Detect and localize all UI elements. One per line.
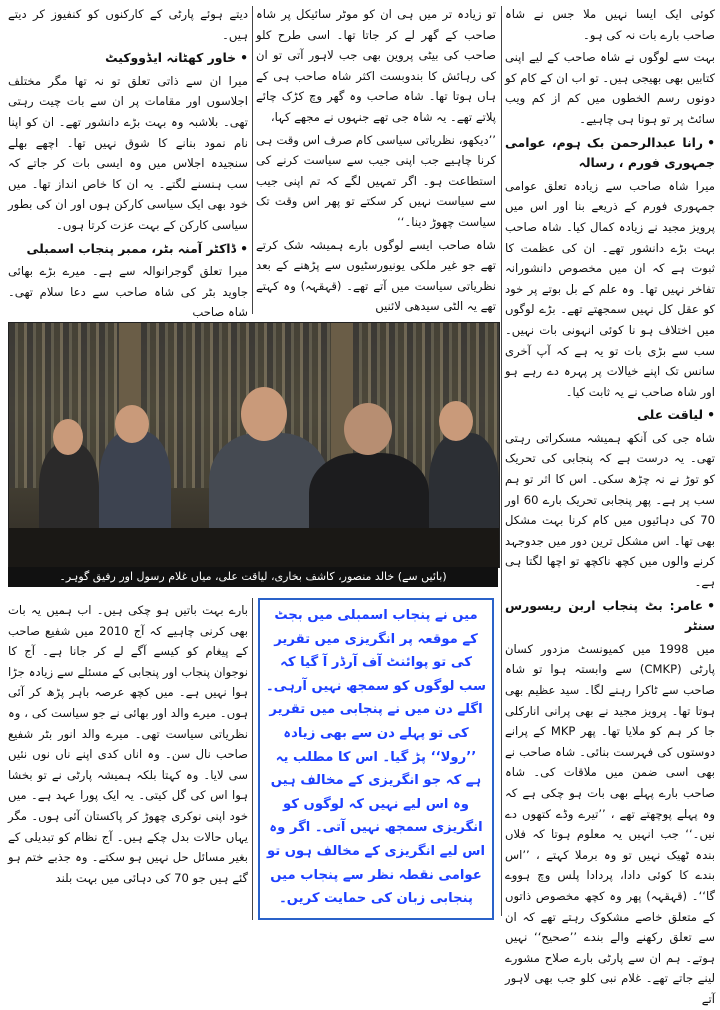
person-head (344, 403, 392, 455)
column-divider (252, 6, 253, 314)
person-head (115, 405, 149, 443)
bullet: • (707, 134, 715, 150)
paragraph: میرا تعلق گوجرانوالہ سے ہے۔ میرے بڑے بھائی جاوید بٹر کی شاہ صاحب سے دعا سلام تھی۔ شاہ صاحب (8, 264, 248, 320)
article-column-bottom-left (8, 600, 248, 920)
section-heading (505, 405, 715, 426)
paragraph: کوئی ایک ایسا نہیں ملا جس نے شاہ صاحب بارے بات نہ کی ہو۔ (505, 7, 715, 42)
article-column-middle (256, 4, 496, 316)
heading-text: رانا عبدالرحمن بک ہوم، عوامی جمہوری فورم ، رسالہ (505, 134, 715, 171)
heading-text: عامر: بٹ پنجاب اربن ریسورس سنٹر (505, 597, 715, 634)
paragraph: میں 1998 میں کمیونسٹ مزدور کسان پارٹی (CMKP) سے وابستہ ہوا تو شاہ صاحب سے ٹاکرا رہنے لگا۔ سید عظیم بھی ہوتا تھا۔ پرویز مجید نے بھی پرانی انارکلی جا کر ہم کو ملایا تھا۔ پھر MKP کے پرانے دوستوں کی فہرست بنائی۔ شاہ صاحب نے بھی اسی ضمن میں ملاقات کی۔ شاہ صاحب بارے پہلے بھی بات ہو چکی ہے کہ وہ پہلے پوچھتے تھے ، ’’تیرے وڈے کتھوں دے نیں۔‘‘ جب انہیں یہ معلوم ہوتا کہ فلاں بندہ ٹھیک نہیں تو وہ برملا کہتے ، ’’اس بندے کا کوئی دادا، پردادا پلس وچ ہووے گا‘‘۔ (قہقہہ) پھر وہ کچھ مخصوص ذاتوں کے متعلق خاصے مشکوک رہتے تھے کہ ان سے تعلق رکھنے والے بندے ’’صحیح‘‘ نہیں ہوتے۔ ہم ان سے پارٹی بارے صلاح مشورے لینے جاتے تھے۔ غلام نبی کلو جب بھی لاہور آتے (505, 641, 715, 1006)
person-head (439, 401, 473, 441)
paragraph: تو زیادہ تر میں ہی ان کو موٹر سائیکل پر شاہ صاحب کے گھر لے کر جاتا تھا۔ اسی طرح کلو صاحب کی بیٹی پروین بھی جب لاہور آتی تو ان کی رہائش کا بندوبست اکثر شاہ صاحب ہی کے ہاں ہوتا تھا۔ شاہ صاحب وہ گھر وچ کڑک چائے پلاتے تھے۔ یہ شاہ جی تھے جنہوں نے مجھے کہا، (256, 7, 496, 124)
person-head (241, 387, 287, 441)
person-head (53, 419, 83, 455)
column-divider (501, 6, 502, 916)
column-divider (252, 598, 253, 920)
bullet: • (240, 50, 248, 66)
heading-text: ڈاکٹر آمنہ بٹر، ممبر پنجاب اسمبلی (26, 240, 237, 256)
photo-caption: (بائیں سے) خالد منصور، کاشف بخاری، لیاقت علی، میاں غلام رسول اور رفیق گوہر۔ (8, 567, 498, 587)
section-heading (505, 133, 715, 174)
paragraph: میرا ان سے ذاتی تعلق تو نہ تھا مگر مختلف اجلاسوں اور مقامات پر ان سے بات چیت رہتی تھی۔ بلاشبہ وہ بہت بڑے دانشور تھے۔ ان کو اپنا نام نمود بنانے کا شوق نہیں تھا۔ اچھے بھلے سنجیدہ اجلاس میں وہ ایسی بات کر جاتے کہ سب ہنسنے لگتے۔ یہ ان کا خاص انداز تھا۔ میں خود بھی ایک سیاسی کارکن ہوں اور ان کی بطور سیاسی کارکن کے بہت عزت کرتا ہوں۔ (8, 73, 248, 232)
quote-paragraph: ’’دیکھو، نظریاتی سیاسی کام صرف اس وقت ہی کرنا چاہیے جب اپنی جیب سے سیاست کرنے کی استطاعت ہو۔ اگر تمہیں لگے کہ تم اپنی جیب سے سیاست نہیں کر سکتے تو پھر اس وقت تک سیاست چھوڑ دینا۔‘‘ (256, 132, 496, 229)
heading-text: لیاقت علی (637, 407, 704, 423)
paragraph: شاہ صاحب ایسے لوگوں بارے ہمیشہ شک کرتے تھے جو غیر ملکی یونیورسٹیوں سے پڑھنے کے بعد نظریاتی سیاست میں آتے تھے۔ (قہقہہ) وہ کہتے تھے یہ الٹی سیدھی لائنیں (256, 237, 496, 314)
table (9, 528, 499, 568)
pull-quote-box: میں نے پنجاب اسمبلی میں بجٹ کے موقعہ پر انگریزی میں تقریر کی تو پوائنٹ آف آرڈر آ گیا کہ سب لوگوں کو سمجھ نہیں آرہی۔ اگلے دن میں نے پنجابی میں تقریر کی تو پہلے دن سے بھی زیادہ ’’رولا‘‘ پڑ گیا۔ اس کا مطلب یہ ہے کہ جو انگریزی کے مخالف ہیں وہ اس لیے نہیں کہ لوگوں کو انگریزی سمجھ نہیں آتی۔ اگر وہ اس لیے انگریزی کے مخالف ہوں تو عوامی نقطہ نظر سے پنجاب میں پنجابی زبان کی حمایت کریں۔ (258, 598, 494, 920)
article-column-right (505, 4, 715, 1006)
section-heading (505, 596, 715, 637)
heading-text: خاور کھٹانہ ایڈووکیٹ (105, 50, 237, 66)
paragraph: بارے بہت باتیں ہو چکی ہیں۔ اب ہمیں یہ بات بھی کرنی چاہیے کہ آج 2010 میں شفیع صاحب کے پیغام کو کیسے آگے لے کر جانا ہے۔ آج کا نوجوان پنجاب اور پنجابی کے مسئلے سے زیادہ جڑا ہوا نہیں ہے۔ میں کچھ عرصہ باہر پڑھ کر آئی ہوں۔ میرے والد اور بھائی نے جو سیاست کی ، وہ نظریاتی سیاست تھی۔ میرے والد انور بٹر شفیع صاحب نال سن۔ وہ اناں کدی اپنے ناں نوں نئیں سی لایا۔ وہ کہتا بلکہ ہمیشہ پارٹی نے تو بخشا ہوا اس کی گل کیتی۔ یہ ایک پورا عہد ہے۔ میں خود اپنی نوکری چھوڑ کر پاکستان آئی ہوں۔ مگر یہاں حالات بدل چکے ہیں۔ آج نظام کو تبدیلی کے بغیر مسائل حل نہیں ہو سکتے۔ وہ جذبے ختم ہو گئے ہیں جو 70 کی دہائی میں بہت بلند (8, 603, 248, 885)
section-heading (8, 48, 248, 69)
bullet: • (240, 240, 248, 256)
paragraph: دیتے ہوئے پارٹی کے کارکنوں کو کنفیوز کر دیتے ہیں۔ (8, 7, 248, 42)
bullet: • (707, 407, 715, 423)
bullet: • (707, 597, 715, 613)
article-column-left (8, 4, 248, 320)
paragraph: میرا شاہ صاحب سے زیادہ تعلق عوامی جمہوری فورم کے ذریعے بنا اور اس میں پرویز مجید نے زیادہ کمال کیا۔ شاہ صاحب بہت بڑے دانشور تھے۔ ان کی عظمت کا ثبوت ہے کہ ان میں مخصوص دانشورانہ تفاخر نہیں تھا۔ وہ علم کے بل بوتے پر خود کو عقل کل نہیں سمجھتے تھے۔ بڑے لوگوں میں اختلاف ہو نا کوئی انہونی بات نہیں۔ سب سے بڑی بات تو یہ ہے کہ آپ آخری سانس تک اپنے خیالات پر پہرہ دے رہے ہو اور شاہ صاحب نے یہ ثابت کیا۔ (505, 178, 715, 399)
section-heading (8, 239, 248, 260)
group-photo (8, 322, 500, 568)
paragraph: شاہ جی کی آنکھ ہمیشہ مسکراتی رہتی تھی۔ یہ درست ہے کہ پنجابی کی تحریک کو توڑ نے نہ چڑھ سکی۔ اس کا اثر تو ہم سب پر ہے۔ پھر پنجابی تحریک بارے 60 اور 70 کی دہائیوں میں کام کرنا بہت مشکل بھی تھا۔ اس مشکل ترین دور میں جدوجہد کرنے والوں میں کچھ ناکچھ تو اچھا لگتا ہی ہے۔ (505, 430, 715, 590)
paragraph: بہت سے لوگوں نے شاہ صاحب کے لیے اپنی کتابیں بھی بھیجی ہیں۔ تو اب ان کے کام کو دونوں رسم الخطوں میں کم از کم ویب سائٹ پر تو ہونا ہی چاہیے۔ (505, 50, 715, 126)
